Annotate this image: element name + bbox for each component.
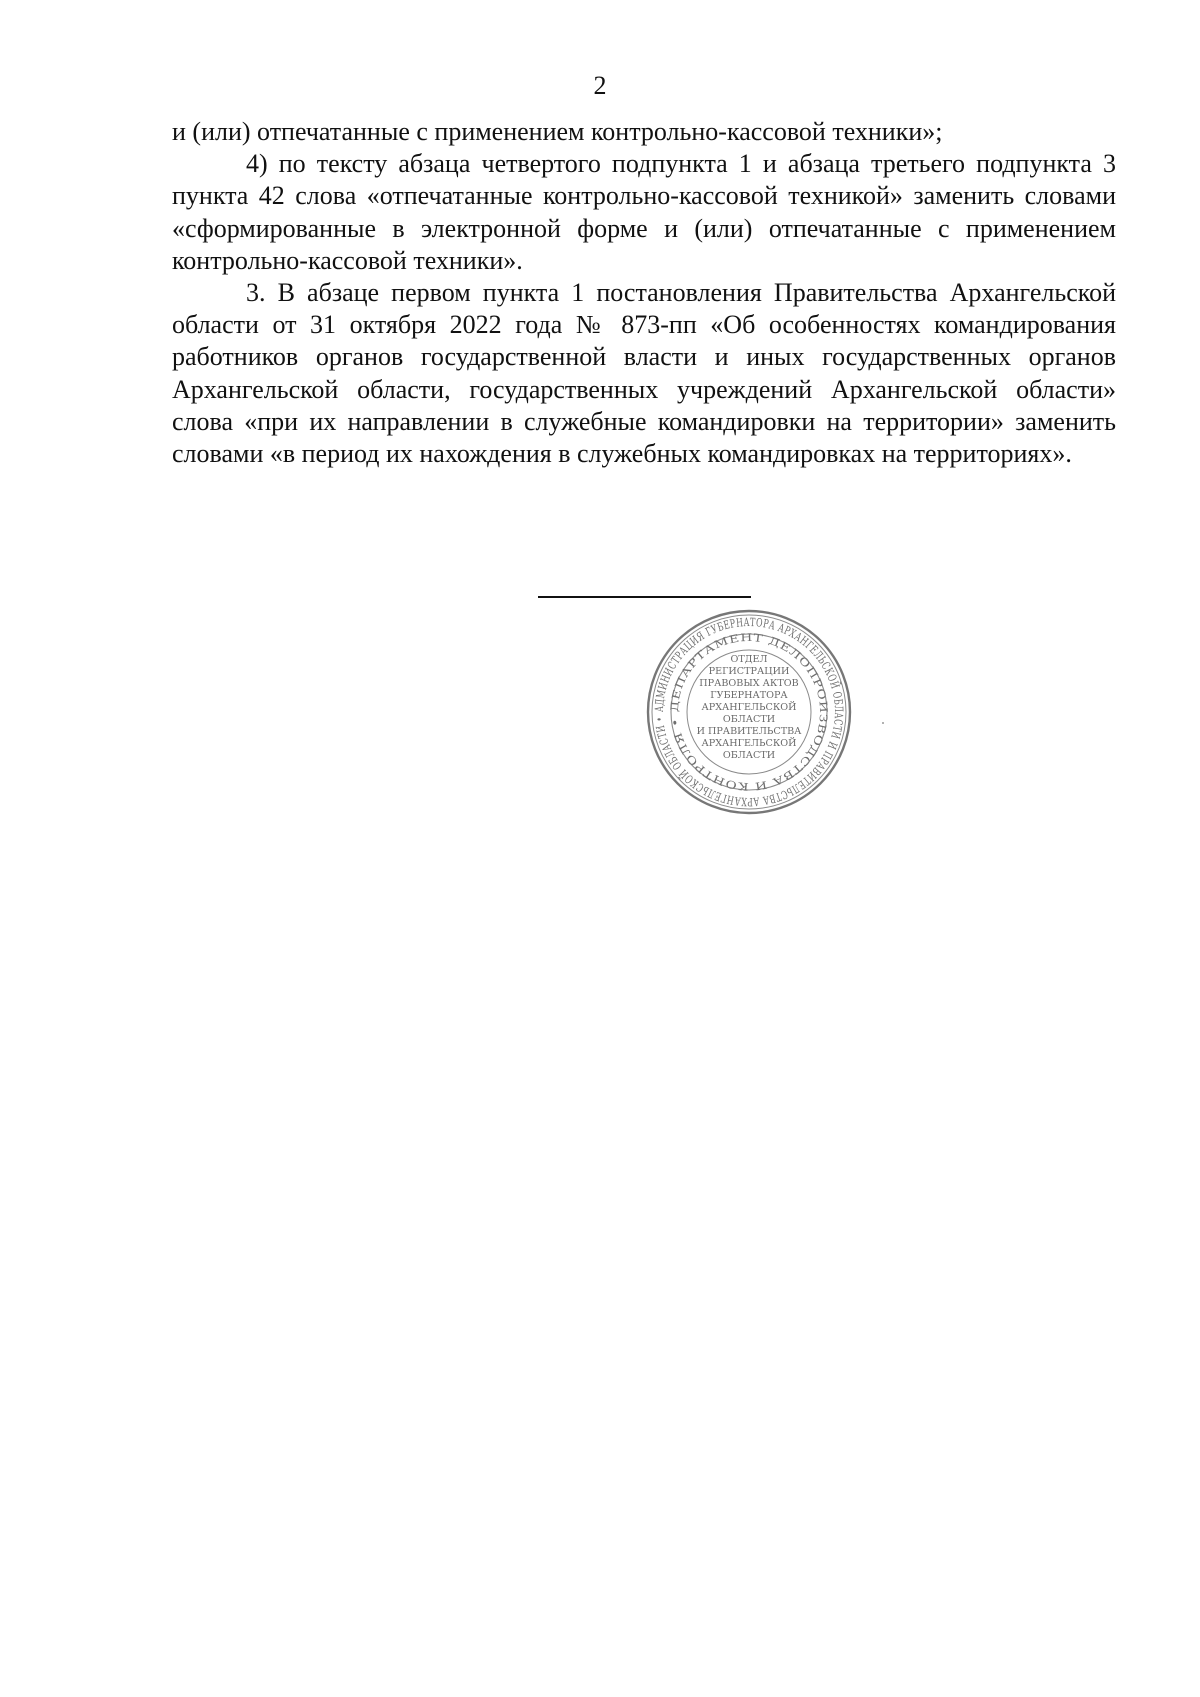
paragraph-item-3: 3. В абзаце первом пункта 1 постановления Правительства Архангельской области от 31 октября 2022 года № 873-пп «Об особенностях командирования работников органов государственной власти и иных государственных органов Архангельской области, государственных учреждений Архангельской области» слова «при их направлении в служебные командировки на территории» заменить словами «в период их нахождения в служебных командировках на территориях». xyxy=(172,278,1116,469)
seal-center-line-1: ОТДЕЛ xyxy=(730,654,768,665)
seal-center-line-4: ГУБЕРНАТОРА xyxy=(710,690,788,701)
seal-center-line-7: И ПРАВИТЕЛЬСТВА xyxy=(696,726,802,737)
paragraph-continuation: и (или) отпечатанные с применением контрольно-кассовой техники»; xyxy=(172,117,943,146)
document-body xyxy=(172,116,1116,470)
seal-center-line-3: ПРАВОВЫХ АКТОВ xyxy=(699,678,799,689)
seal-center-line-8: АРХАНГЕЛЬСКОЙ xyxy=(701,738,797,749)
paragraph-item-4: 4) по тексту абзаца четвертого подпункта 1 и абзаца третьего подпункта 3 пункта 42 слова «отпечатанные контрольно-кассовой техникой» заменить словами «сформированные в электронной форме и (или) отпечатанные с применением контрольно-кассовой техники». xyxy=(172,149,1116,275)
seal-center-line-6: ОБЛАСТИ xyxy=(722,714,776,725)
page-number: 2 xyxy=(593,71,607,100)
seal-center-line-2: РЕГИСТРАЦИИ xyxy=(708,666,790,677)
scan-speck xyxy=(882,722,884,724)
end-of-text-divider xyxy=(538,596,751,598)
seal-center-line-5: АРХАНГЕЛЬСКОЙ xyxy=(701,702,797,713)
seal-center-line-9: ОБЛАСТИ xyxy=(722,750,776,761)
seal-inner-ring-text: ДЕПАРТАМЕНТ ДЕЛОПРОИЗВОДСТВА И КОНТРОЛЯ • xyxy=(668,631,830,793)
seal-outer-ring-text: АДМИНИСТРАЦИЯ ГУБЕРНАТОРА АРХАНГЕЛЬСКОЙ ОБЛАСТИ И ПРАВИТЕЛЬСТВА АРХАНГЕЛЬСКОЙ ОБЛАСТИ • xyxy=(651,614,847,810)
official-seal-stamp xyxy=(645,608,853,816)
